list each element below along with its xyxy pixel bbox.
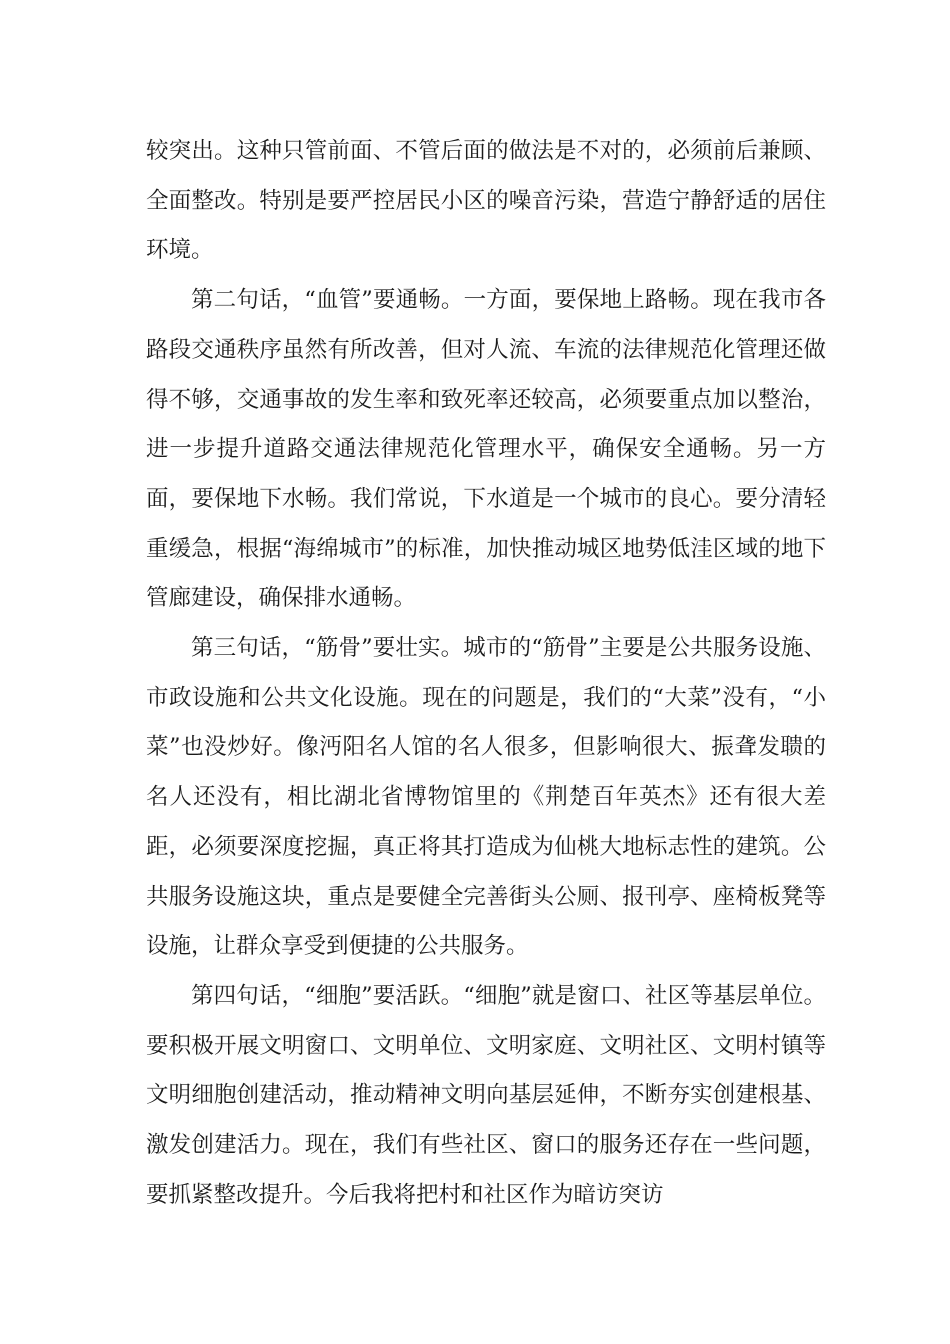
paragraph-continuation: 较突出。这种只管前面、不管后面的做法是不对的，必须前后兼顾、全面整改。特别是要严控居民小区的噪音污染，营造宁静舒适的居住环境。 — [146, 138, 826, 264]
document-body — [146, 127, 826, 1220]
paragraph-cells: 第四句话，“细胞”要活跃。“细胞”就是窗口、社区等基层单位。要积极开展文明窗口、文明单位、文明家庭、文明社区、文明村镇等文明细胞创建活动，推动精神文明向基层延伸，不断夯实创建根基、激发创建活力。现在，我们有些社区、窗口的服务还存在一些问题，要抓紧整改提升。今后我将把村和社区作为暗访突访 — [146, 982, 826, 1208]
paragraph-blood-vessels: 第二句话，“血管”要通畅。一方面，要保地上路畅。现在我市各路段交通秩序虽然有所改善，但对人流、车流的法律规范化管理还做得不够，交通事故的发生率和致死率还较高，必须要重点加以整治，进一步提升道路交通法律规范化管理水平，确保安全通畅。另一方面，要保地下水畅。我们常说，下水道是一个城市的良心。要分清轻重缓急，根据“海绵城市”的标准，加快推动城区地势低洼区域的地下管廊建设，确保排水通畅。 — [146, 287, 826, 612]
paragraph-bones: 第三句话，“筋骨”要壮实。城市的“筋骨”主要是公共服务设施、市政设施和公共文化设施。现在的问题是，我们的“大菜”没有，“小菜”也没炒好。像沔阳名人馆的名人很多，但影响很大、振聋发聩的名人还没有，相比湖北省博物馆里的《荆楚百年英杰》还有很大差距，必须要深度挖掘，真正将其打造成为仙桃大地标志性的建筑。公共服务设施这块，重点是要健全完善街头公厕、报刊亭、座椅板凳等设施，让群众享受到便捷的公共服务。 — [146, 635, 826, 960]
